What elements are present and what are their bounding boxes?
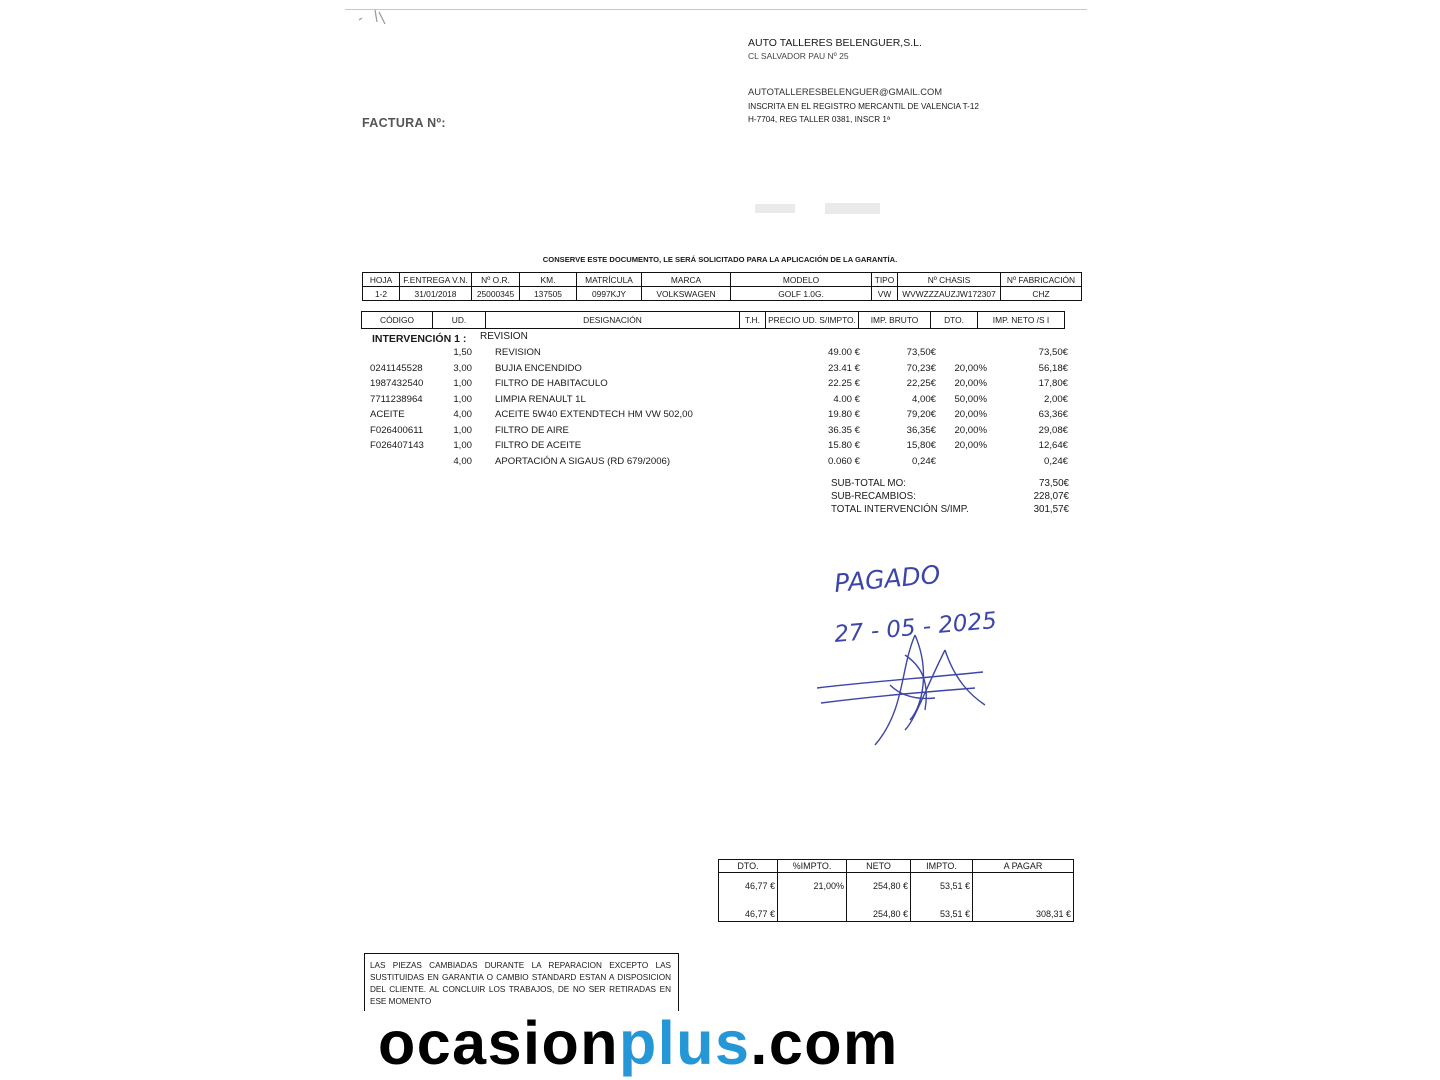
subtotal-mo-value: 73,50€ xyxy=(1039,478,1069,489)
line-ud: 1,50 xyxy=(453,347,472,358)
line-neto: 2,00€ xyxy=(1043,393,1068,405)
line-neto: 17,80€ xyxy=(1038,378,1068,389)
line-code: 0241145528 xyxy=(370,362,423,374)
line-bruto: 70,23€ xyxy=(906,362,936,374)
line-price: 4.00 € xyxy=(833,393,860,405)
line-neto: 0,24€ xyxy=(1043,455,1068,467)
line-code: 1987432540 xyxy=(370,378,424,389)
line-price: 15.80 € xyxy=(827,440,860,451)
line-ud: 4,00 xyxy=(453,409,472,420)
line-ud: 3,00 xyxy=(453,362,472,374)
vehicle-value: GOLF 1.0G. xyxy=(731,287,872,301)
vehicle-header: MARCA xyxy=(642,273,731,287)
company-info xyxy=(748,37,979,126)
line-ud: 1,00 xyxy=(453,393,472,405)
vehicle-value: 137505 xyxy=(520,287,577,301)
vehicle-value: WVWZZZAUZJW172307 xyxy=(898,287,1001,301)
line-dto: 20,00% xyxy=(954,440,987,451)
total-intervention-value: 301,57€ xyxy=(1033,504,1069,515)
vehicle-header: Nº CHASIS xyxy=(898,273,1001,287)
totals-value: 308,31 € xyxy=(1035,909,1071,919)
col-header: IMP. BRUTO xyxy=(859,312,931,329)
vehicle-value: 31/01/2018 xyxy=(400,287,472,301)
subrecambios-value: 228,07€ xyxy=(1033,491,1069,502)
company-registry-2: H-7704, REG TALLER 0381, INSCR 1ª xyxy=(748,115,890,124)
vehicle-value: CHZ xyxy=(1001,287,1082,301)
top-rule xyxy=(345,9,1087,10)
subrecambios-label: SUB-RECAMBIOS: xyxy=(831,491,916,502)
totals-header: DTO. xyxy=(719,860,778,873)
vehicle-header: Nº O.R. xyxy=(472,273,520,287)
line-bruto: 22,25€ xyxy=(906,378,936,389)
line-bruto: 4,00€ xyxy=(911,393,936,405)
vehicle-header: MODELO xyxy=(731,273,872,287)
vehicle-header: F.ENTREGA V.N. xyxy=(400,273,472,287)
line-ud: 1,00 xyxy=(453,440,472,451)
total-intervention-label: TOTAL INTERVENCIÓN S/IMP. xyxy=(831,504,969,515)
line-price: 23.41 € xyxy=(827,362,860,374)
vehicle-header: KM. xyxy=(520,273,577,287)
vehicle-value: 1-2 xyxy=(363,287,400,301)
watermark-part3: .com xyxy=(750,1009,899,1077)
line-dto: 20,00% xyxy=(954,424,987,436)
invoice-number-label: FACTURA Nº: xyxy=(362,116,446,130)
line-neto: 73,50€ xyxy=(1038,347,1068,358)
totals-value: 21,00% xyxy=(813,881,844,891)
company-address: CL SALVADOR PAU Nº 25 xyxy=(748,51,849,61)
col-header: T.H. xyxy=(740,312,766,329)
line-desc: FILTRO DE HABITACULO xyxy=(495,378,608,389)
line-desc: ACEITE 5W40 EXTENDTECH HM VW 502,00 xyxy=(495,409,693,420)
line-dto: 50,00% xyxy=(954,393,987,405)
subtotal-mo-label: SUB-TOTAL MO: xyxy=(831,478,906,489)
vehicle-value: VW xyxy=(872,287,898,301)
company-registry-1: INSCRITA EN EL REGISTRO MERCANTIL DE VALENCIA T-12 xyxy=(748,102,979,111)
line-ud: 1,00 xyxy=(453,378,472,389)
line-dto: 20,00% xyxy=(954,409,987,420)
line-code: F026407143 xyxy=(370,440,424,451)
line-desc: APORTACIÓN A SIGAUS (RD 679/2006) xyxy=(495,455,671,467)
totals-value: 53,51 € xyxy=(939,909,970,919)
col-header: IMP. NETO /S I xyxy=(978,312,1065,329)
line-ud: 4,00 xyxy=(453,455,472,467)
line-price: 36.35 € xyxy=(827,424,860,436)
line-desc: FILTRO DE ACEITE xyxy=(495,440,582,451)
vehicle-value: VOLKSWAGEN xyxy=(642,287,731,301)
totals-table xyxy=(718,859,1074,922)
handwritten-date: 27 - 05 - 2025 xyxy=(833,607,998,648)
faded-mark xyxy=(755,200,885,218)
totals-value: 254,80 € xyxy=(872,881,908,891)
totals-value: 254,80 € xyxy=(872,909,908,919)
warranty-notice: CONSERVE ESTE DOCUMENTO, LE SERÁ SOLICITADO PARA LA APLICACIÓN DE LA GARANTÍA. xyxy=(542,255,898,264)
col-header: CÓDIGO xyxy=(362,312,433,329)
line-bruto: 79,20€ xyxy=(906,409,936,420)
totals-value: 53,51 € xyxy=(939,881,970,891)
totals-value: 46,77 € xyxy=(744,909,775,919)
paid-stamp-handwriting xyxy=(805,560,1035,760)
line-code: ACEITE xyxy=(370,409,405,420)
col-header: UD. xyxy=(433,312,486,329)
vehicle-value-row xyxy=(363,287,1082,301)
col-header: DESIGNACIÓN xyxy=(486,312,740,329)
line-ud: 1,00 xyxy=(453,424,472,436)
vehicle-header: Nº FABRICACIÓN xyxy=(1001,273,1082,287)
line-code: 7711238964 xyxy=(370,393,423,405)
col-header: PRECIO UD. S/IMPTO. xyxy=(766,312,859,329)
line-bruto: 73,50€ xyxy=(906,347,936,358)
legal-notice: LAS PIEZAS CAMBIADAS DURANTE LA REPARACION EXCEPTO LAS SUSTITUIDAS EN GARANTIA O CAMBIO STANDARD ESTAN A DISPOSICION DEL CLIENTE. AL CONCLUIR LOS TRABAJOS, DE NO SER RETIRADAS EN ESE MOMENTO xyxy=(364,953,679,1011)
vehicle-value: 25000345 xyxy=(472,287,520,301)
line-neto: 63,36€ xyxy=(1038,409,1068,420)
line-desc: LIMPIA RENAULT 1L xyxy=(495,393,586,405)
vehicle-table xyxy=(362,272,1082,301)
lines-header-table xyxy=(361,311,1065,329)
line-desc: REVISION xyxy=(495,347,541,358)
company-email: AUTOTALLERESBELENGUER@GMAIL.COM xyxy=(748,86,943,97)
intervention-name: REVISION xyxy=(480,331,528,342)
ocasionplus-watermark xyxy=(378,1008,899,1078)
handwritten-paid: PAGADO xyxy=(832,560,942,598)
line-price: 49.00 € xyxy=(827,347,860,358)
watermark-part1: ocasion xyxy=(378,1009,620,1077)
line-bruto: 0,24€ xyxy=(911,455,936,467)
line-dto: 20,00% xyxy=(954,362,987,374)
line-bruto: 15,80€ xyxy=(906,440,936,451)
line-neto: 12,64€ xyxy=(1038,440,1068,451)
company-name: AUTO TALLERES BELENGUER,S.L. xyxy=(748,37,922,49)
vehicle-value: 0997KJY xyxy=(577,287,642,301)
intervention-label: INTERVENCIÓN 1 : xyxy=(372,333,467,345)
line-neto: 56,18€ xyxy=(1038,362,1068,374)
signature xyxy=(817,635,985,745)
line-code: F026400611 xyxy=(370,424,424,436)
watermark-part2: plus xyxy=(619,1009,751,1077)
totals-header: IMPTO. xyxy=(911,860,973,873)
col-header: DTO. xyxy=(931,312,978,329)
line-price: 19.80 € xyxy=(827,409,860,420)
corner-mark xyxy=(355,6,405,30)
totals-value: 46,77 € xyxy=(744,881,775,891)
vehicle-header: TIPO xyxy=(872,273,898,287)
line-desc: FILTRO DE AIRE xyxy=(495,424,569,436)
vehicle-header-row xyxy=(363,273,1082,287)
line-price: 22.25 € xyxy=(827,378,860,389)
vehicle-header: HOJA xyxy=(363,273,400,287)
totals-header: %IMPTO. xyxy=(778,860,847,873)
line-price: 0.060 € xyxy=(827,455,860,467)
line-bruto: 36,35€ xyxy=(906,424,936,436)
line-desc: BUJIA ENCENDIDO xyxy=(495,362,582,374)
line-dto: 20,00% xyxy=(954,378,987,389)
vehicle-header: MATRÍCULA xyxy=(577,273,642,287)
totals-header: A PAGAR xyxy=(973,860,1074,873)
line-neto: 29,08€ xyxy=(1038,424,1068,436)
totals-header: NETO xyxy=(847,860,911,873)
